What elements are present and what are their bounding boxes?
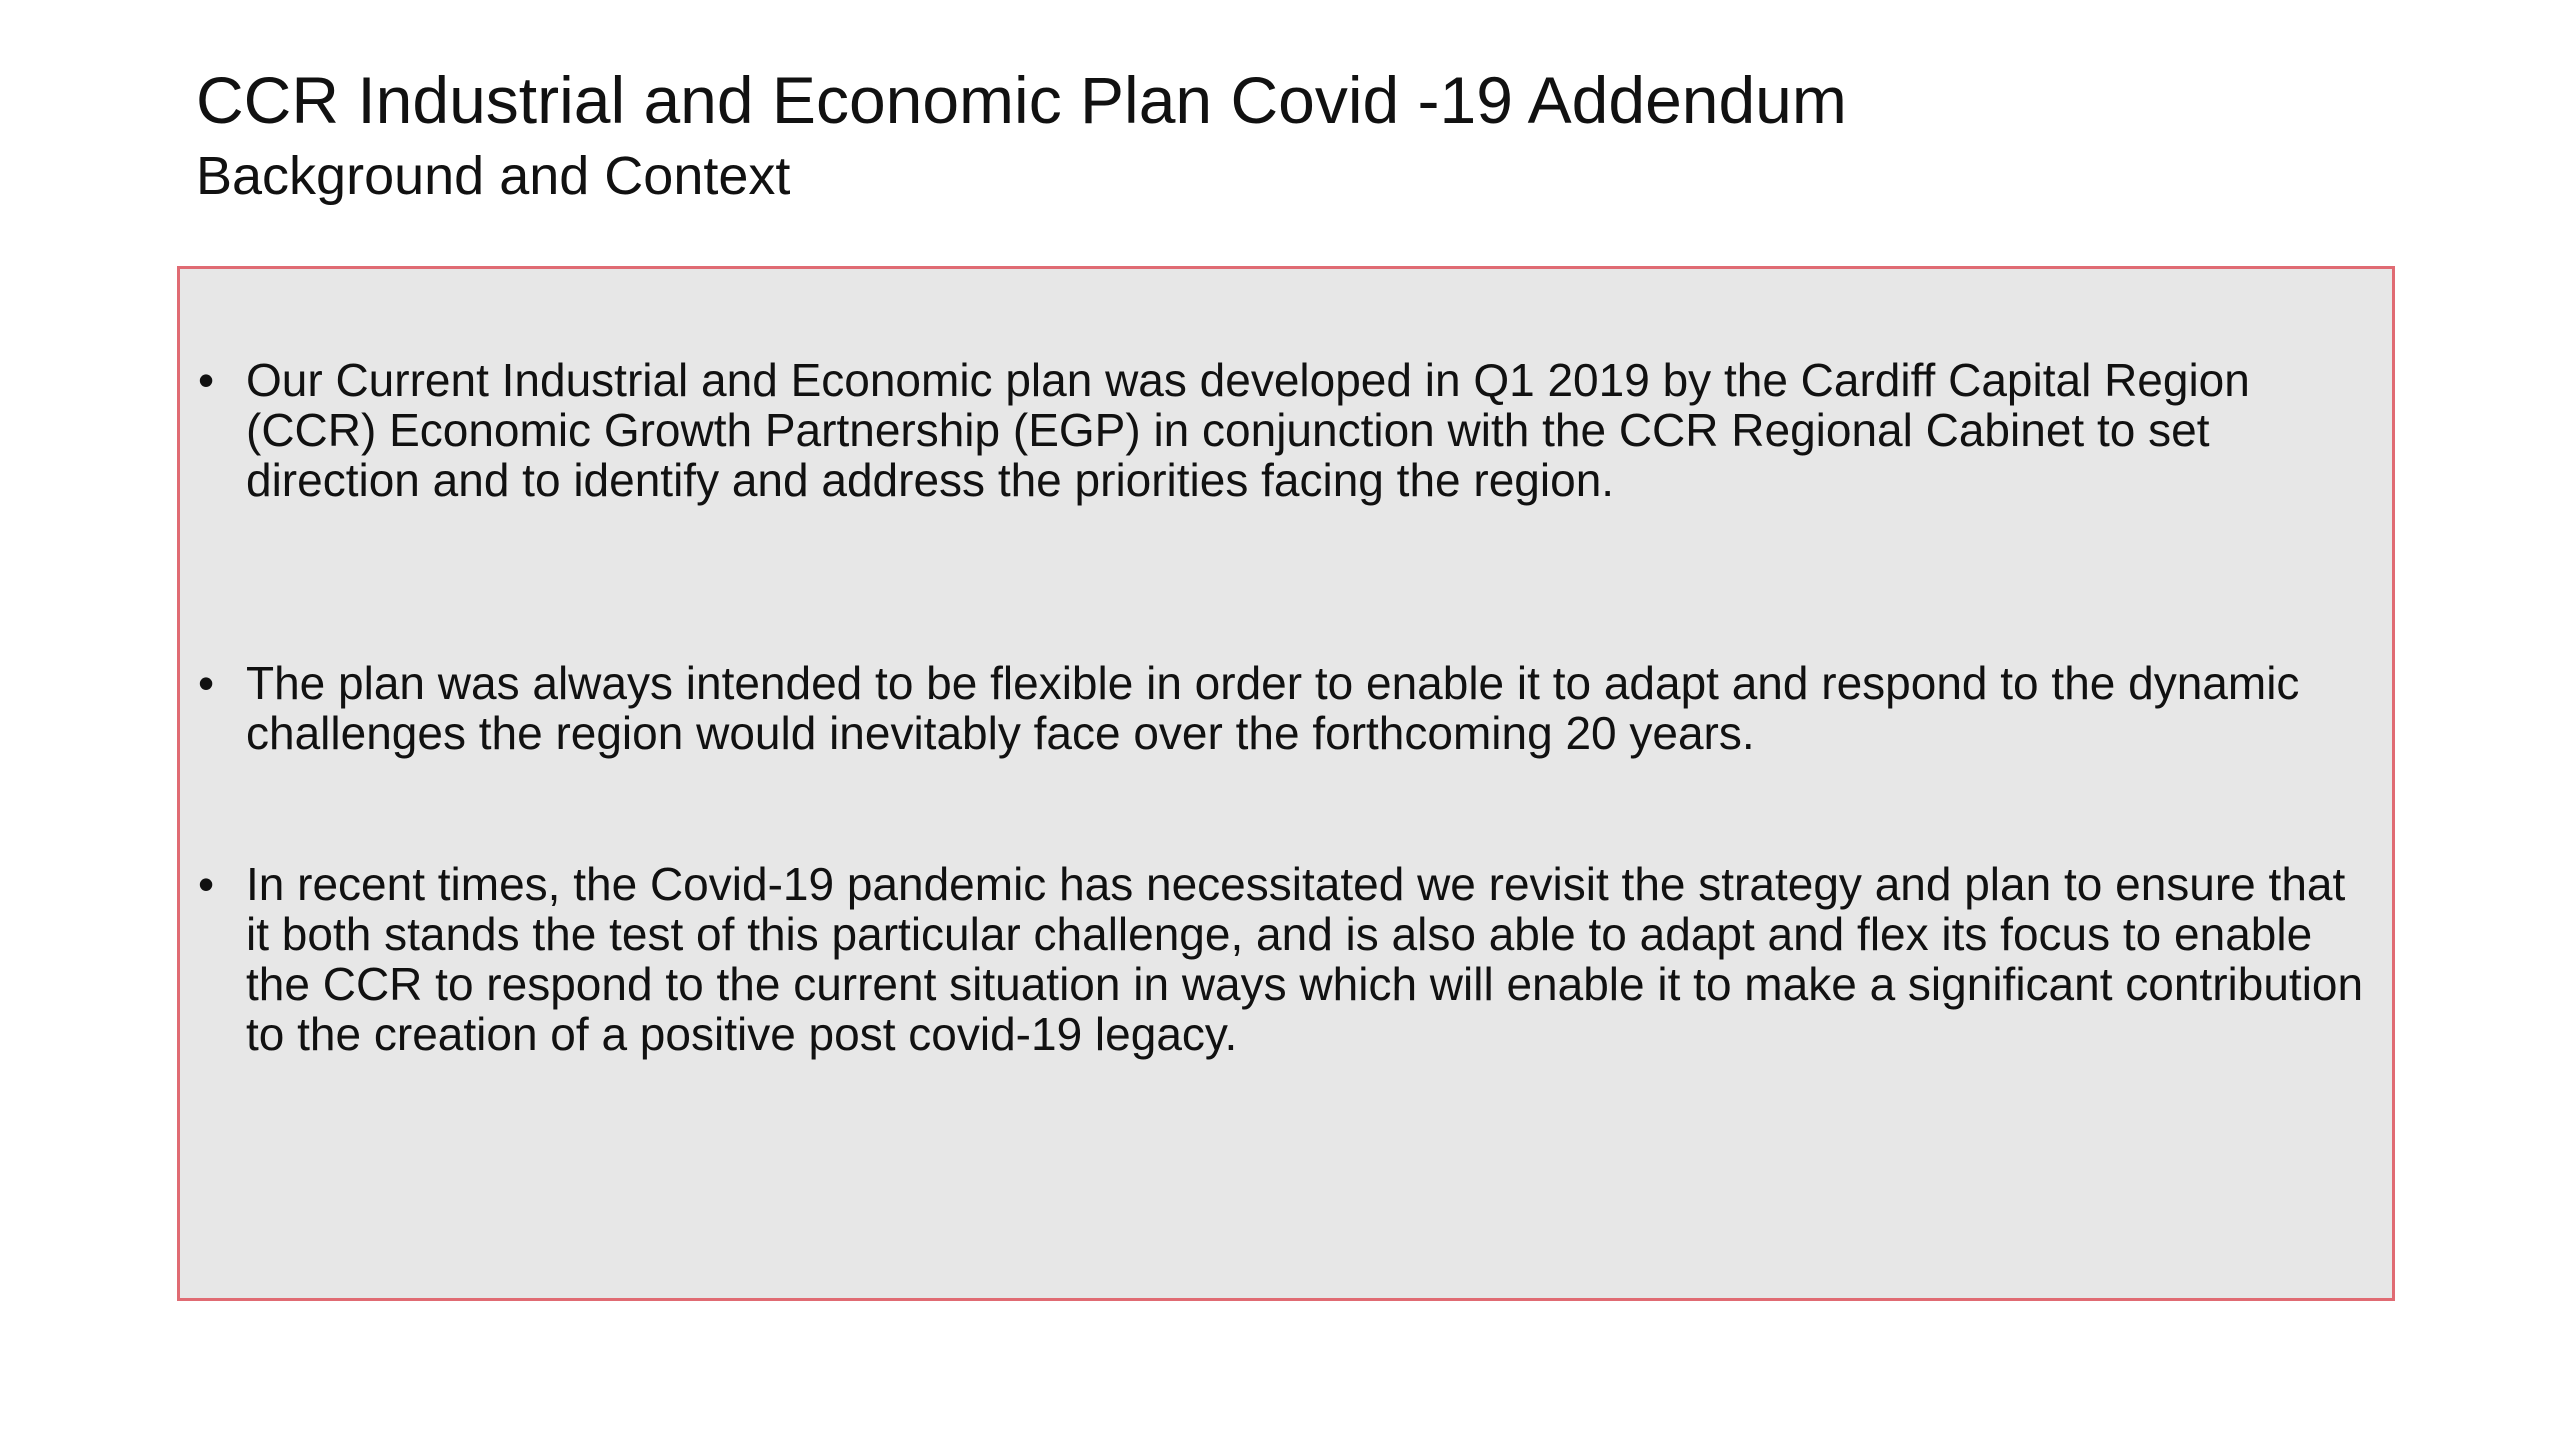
bullet-text: The plan was always intended to be flexible in order to enable it to adapt and respond to the dynamic challenges the region would inevitably face over the forthcoming 20 years. [246, 657, 2300, 759]
bullet-text: Our Current Industrial and Economic plan was developed in Q1 2019 by the Cardiff Capital Region (CCR) Economic Growth Partnership (EGP) in conjunction with the CCR Regional Cabinet to set direction and to identify and address the priorities facing the region. [246, 354, 2250, 506]
content-box [177, 266, 2395, 1301]
bullet-text: In recent times, the Covid-19 pandemic has necessitated we revisit the strategy and plan to ensure that it both stands the test of this particular challenge, and is also able to adapt and flex its focus to enable the CCR to respond to the current situation in ways which will enable it to make a significant contribution to the creation of a positive post covid-19 legacy. [246, 858, 2364, 1060]
slide-subtitle: Background and Context [196, 146, 791, 206]
bullet-icon: • [198, 858, 215, 910]
slide-title: CCR Industrial and Economic Plan Covid -19 Addendum [196, 63, 1847, 137]
bullet-icon: • [198, 354, 215, 406]
bullet-icon: • [198, 657, 215, 709]
